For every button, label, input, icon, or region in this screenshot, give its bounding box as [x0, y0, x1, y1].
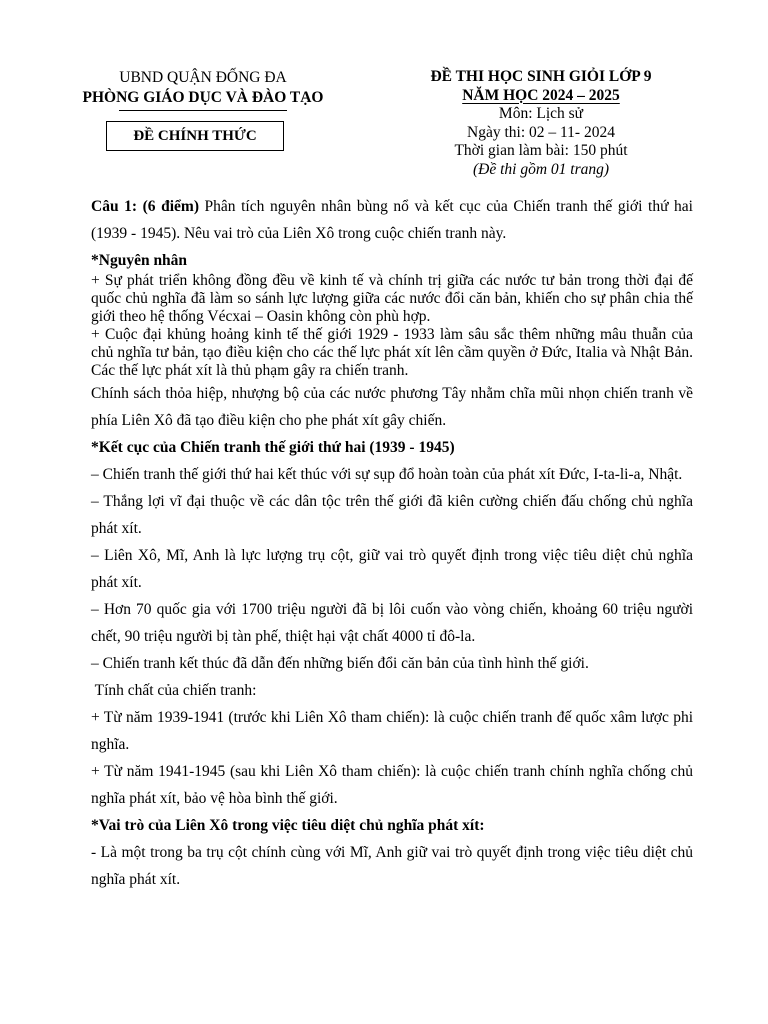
outcome-item: – Hơn 70 quốc gia với 1700 triệu người đã bị lôi cuốn vào vòng chiến, khoảng 60 triệu người chết, 90 triệu người bị tàn phế, thiệt hại vật chất 4000 tỉ đô-la.	[91, 601, 693, 645]
header-left	[68, 68, 338, 111]
header-divider	[119, 110, 287, 111]
org-line-2: PHÒNG GIÁO DỤC VÀ ĐÀO TẠO	[82, 89, 324, 106]
exam-content	[91, 193, 693, 893]
outcome-item: – Thắng lợi vĩ đại thuộc về các dân tộc trên thế giới đã kiên cường chiến đấu chống chủ nghĩa phát xít.	[91, 493, 693, 537]
official-exam-box	[106, 121, 284, 151]
question-1	[91, 193, 693, 247]
subject: Môn: Lịch sử	[498, 105, 584, 122]
ussr-role-heading: *Vai trò của Liên Xô trong việc tiêu diệt chủ nghĩa phát xít:	[91, 817, 485, 834]
nature-item: + Từ năm 1939-1941 (trước khi Liên Xô tham chiến): là cuộc chiến tranh đế quốc xâm lược phi nghĩa.	[91, 709, 693, 753]
question-1-text: Phân tích nguyên nhân bùng nổ và kết cục của Chiến tranh thế giới thứ hai (1939 - 1945). Nêu vai trò của Liên Xô trong cuộc chiến tranh này.	[91, 198, 693, 242]
header-right	[400, 68, 682, 179]
outcome-item: – Chiến tranh kết thúc đã dẫn đến những biến đổi căn bản của tình hình thế giới.	[91, 655, 589, 672]
causes-heading: *Nguyên nhân	[91, 252, 188, 269]
exam-title: ĐỀ THI HỌC SINH GIỎI LỚP 9	[430, 68, 652, 85]
cause-item: + Sự phát triển không đồng đều về kinh tế và chính trị giữa các nước tư bản trong thời đại đế quốc chủ nghĩa đã làm so sánh lực lượng giữa các nước đổi căn bản, khiến cho sự phân chia thế giới theo hệ thống Vécxai – Oasin không còn phù hợp.	[91, 272, 693, 325]
outcome-heading: *Kết cục của Chiến tranh thế giới thứ hai (1939 - 1945)	[91, 439, 455, 456]
outcome-item: – Liên Xô, Mĩ, Anh là lực lượng trụ cột, giữ vai trò quyết định trong việc tiêu diệt chủ nghĩa phát xít.	[91, 547, 693, 591]
exam-date: Ngày thi: 02 – 11- 2024	[467, 123, 615, 141]
policy-paragraph: Chính sách thỏa hiệp, nhượng bộ của các nước phương Tây nhằm chĩa mũi nhọn chiến tranh về phía Liên Xô đã tạo điều kiện cho phe phát xít gây chiến.	[91, 385, 693, 429]
nature-heading: Tính chất của chiến tranh:	[91, 682, 257, 699]
outcome-item: – Chiến tranh thế giới thứ hai kết thúc với sự sụp đổ hoàn toàn của phát xít Đức, I-ta-li-a, Nhật.	[91, 466, 683, 483]
official-label: ĐỀ CHÍNH THỨC	[133, 128, 257, 144]
ussr-role-item: - Là một trong ba trụ cột chính cùng với Mĩ, Anh giữ vai trò quyết định trong việc tiêu diệt chủ nghĩa phát xít.	[91, 844, 693, 888]
cause-item: + Cuộc đại khủng hoảng kinh tế thế giới 1929 - 1933 làm sâu sắc thêm những mâu thuẫn của chủ nghĩa tư bản, tạo điều kiện cho các thế lực phát xít lên cầm quyền ở Đức, Italia và Nhật Bản. Các thế lực phát xít là thủ phạm gây ra chiến tranh.	[91, 326, 693, 379]
exam-duration: Thời gian làm bài: 150 phút	[454, 142, 628, 159]
school-year: NĂM HỌC 2024 – 2025	[462, 86, 620, 104]
org-line-1: UBND QUẬN ĐỐNG ĐA	[119, 69, 287, 86]
page-note: (Đề thi gồm 01 trang)	[472, 160, 610, 178]
nature-item: + Từ năm 1941-1945 (sau khi Liên Xô tham chiến): là cuộc chiến tranh chính nghĩa chống chủ nghĩa phát xít, bảo vệ hòa bình thế giới.	[91, 763, 693, 807]
question-1-label: Câu 1: (6 điểm)	[91, 198, 199, 215]
